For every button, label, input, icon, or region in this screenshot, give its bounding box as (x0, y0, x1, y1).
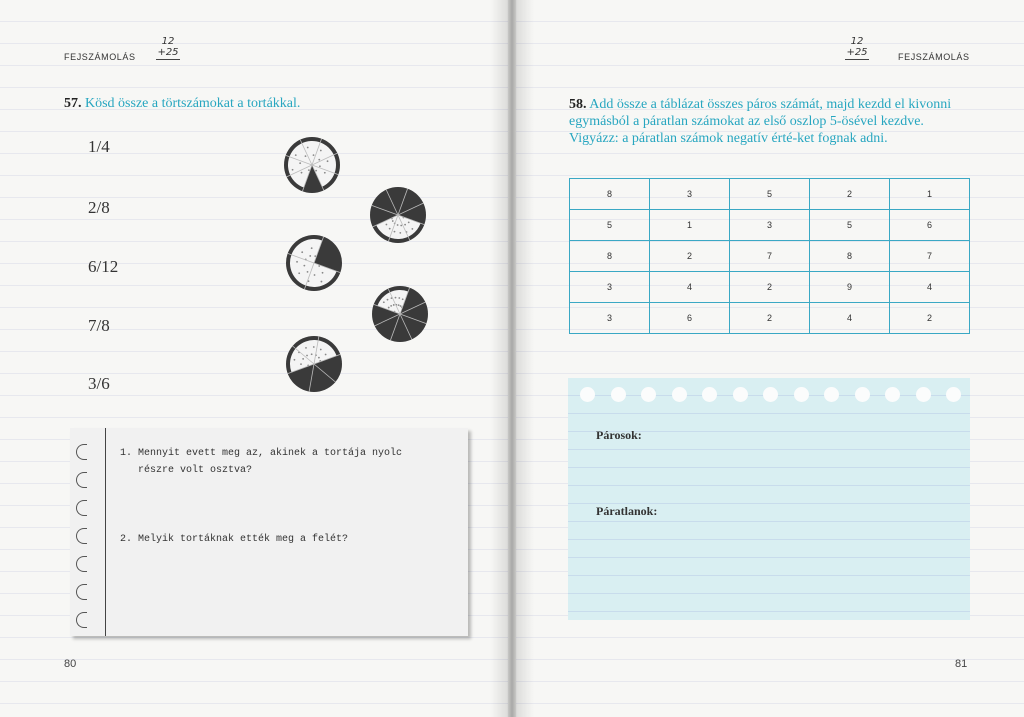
punch-hole-icon (946, 387, 961, 402)
punch-hole-icon (702, 387, 717, 402)
table-row (570, 179, 970, 210)
table-cell: 2 (810, 179, 890, 210)
header-sum (156, 36, 180, 60)
ring-icon (76, 500, 87, 516)
table-cell: 3 (730, 210, 810, 241)
number-table (569, 178, 970, 334)
sum-top: 12 (850, 36, 864, 47)
punch-hole-icon (824, 387, 839, 402)
exercise-58 (569, 96, 969, 147)
exercise-instruction: Add össze a táblázat összes páros számát, majd kezdd el kivonni egymásból a páratlan számokat az első oszlop 5-ösével kezdve. Vigyázz: a páratlan számok negatív érté-ket fognak adni. (569, 97, 952, 146)
table-cell: 8 (570, 179, 650, 210)
table-cell: 3 (570, 272, 650, 303)
punch-hole-icon (916, 387, 931, 402)
fraction-label: 6/12 (88, 257, 119, 276)
table-cell: 6 (650, 303, 730, 334)
page-number: 80 (64, 658, 77, 670)
exercise-number: 57. (64, 96, 82, 111)
table-cell: 2 (730, 303, 810, 334)
fraction-label: 1/4 (88, 137, 110, 156)
ring-icon (76, 444, 87, 460)
punch-hole-icon (733, 387, 748, 402)
pie-icon (368, 185, 428, 245)
table-cell: 4 (810, 303, 890, 334)
punch-hole-icon (641, 387, 656, 402)
question-1: 1. Mennyit evett meg az, akinek a tortája nyolc részre volt osztva? (120, 448, 403, 476)
question-card (70, 428, 468, 636)
table-cell: 5 (570, 210, 650, 241)
table-cell: 3 (650, 179, 730, 210)
pie-icon (370, 284, 430, 344)
question-2: 2. Melyik tortáknak ették meg a felét? (120, 534, 349, 545)
sum-top: 12 (161, 36, 175, 47)
sum-bottom: +25 (846, 47, 868, 58)
pie-icon (284, 233, 344, 293)
header-sum (845, 36, 869, 60)
table-cell: 1 (650, 210, 730, 241)
sum-bottom: +25 (157, 47, 179, 58)
punch-hole-icon (672, 387, 687, 402)
fraction-label: 2/8 (88, 198, 110, 217)
table-row (570, 272, 970, 303)
odd-label: Páratlanok: (596, 504, 658, 518)
pie-icon (284, 334, 344, 394)
punch-hole-icon (794, 387, 809, 402)
running-head: FEJSZÁMOLÁS (898, 52, 970, 62)
right-page (516, 0, 1024, 717)
table-cell: 4 (650, 272, 730, 303)
exercise-number: 58. (569, 97, 587, 112)
answer-card (568, 378, 970, 620)
table-cell: 2 (730, 272, 810, 303)
table-cell: 9 (810, 272, 890, 303)
table-row (570, 303, 970, 334)
ring-icon (76, 528, 87, 544)
table-cell: 2 (890, 303, 970, 334)
table-cell: 6 (890, 210, 970, 241)
left-page (0, 0, 508, 717)
table-cell: 1 (890, 179, 970, 210)
ring-icon (76, 612, 87, 628)
pie-icon (282, 135, 342, 195)
fraction-label: 7/8 (88, 316, 110, 335)
table-cell: 4 (890, 272, 970, 303)
book-gutter (490, 0, 534, 717)
exercise-57 (64, 96, 300, 112)
ring-icon (76, 472, 87, 488)
ring-icon (76, 584, 87, 600)
table-cell: 7 (730, 241, 810, 272)
punch-hole-icon (580, 387, 595, 402)
fraction-label: 3/6 (88, 374, 110, 393)
page-number: 81 (955, 658, 968, 670)
table-cell: 5 (730, 179, 810, 210)
table-cell: 2 (650, 241, 730, 272)
table-cell: 8 (810, 241, 890, 272)
table-cell: 5 (810, 210, 890, 241)
table-row (570, 210, 970, 241)
punch-hole-icon (855, 387, 870, 402)
punch-hole-icon (763, 387, 778, 402)
table-row (570, 241, 970, 272)
even-label: Párosok: (596, 428, 642, 442)
punch-hole-icon (611, 387, 626, 402)
table-cell: 8 (570, 241, 650, 272)
table-cell: 7 (890, 241, 970, 272)
exercise-instruction: Kösd össze a törtszámokat a tortákkal. (85, 96, 301, 111)
punch-hole-icon (885, 387, 900, 402)
running-head: FEJSZÁMOLÁS (64, 52, 136, 62)
ring-icon (76, 556, 87, 572)
table-cell: 3 (570, 303, 650, 334)
